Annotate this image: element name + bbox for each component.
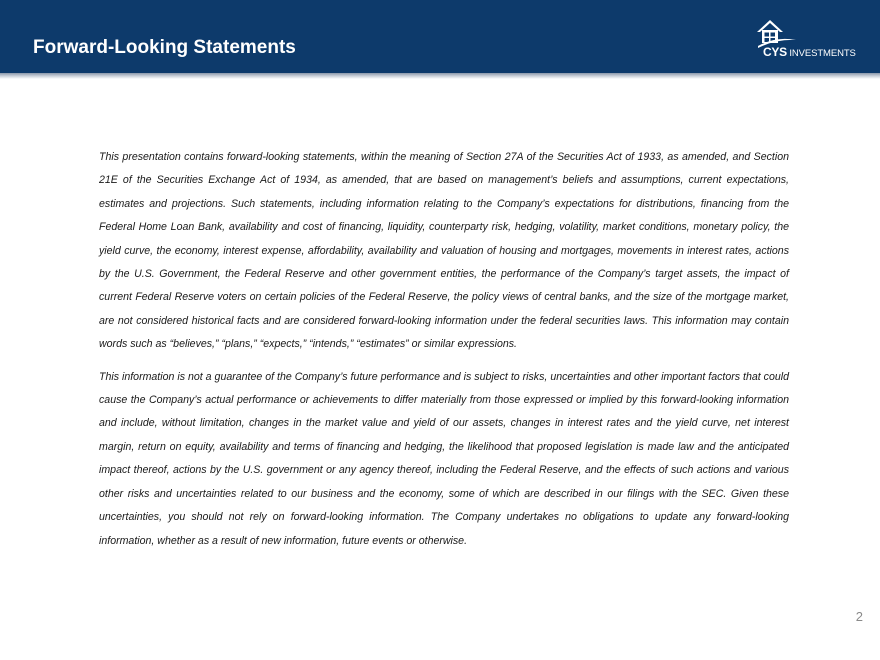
page-title: Forward-Looking Statements <box>33 37 296 58</box>
header-bar <box>0 0 880 73</box>
disclaimer-body <box>99 146 789 553</box>
header-divider <box>0 73 880 79</box>
logo-suffix: INVESTMENTS <box>786 48 856 59</box>
logo-brand: CYS <box>763 45 787 59</box>
paragraph-forward-looking: This presentation contains forward-looking statements, within the meaning of Section 27A of the Securities Act of 1933, as amended, and Section 21E of the Securities Exchange Act of 1934, as amended, that are based on management’s beliefs and assumptions, current expectations, estimates and projections. Such statements, including information relating to the Company’s expectations for distributions, financing from the Federal Home Loan Bank, availability and cost of financing, liquidity, counterparty risk, hedging, volatility, market conditions, monetary policy, the yield curve, the economy, interest expense, affordability, availability and valuation of housing and mortgages, movements in interest rates, actions by the U.S. Government, the Federal Reserve and other government entities, the performance of the Company’s target assets, the impact of current Federal Reserve voters on certain policies of the Federal Reserve, the policy views of central banks, and the size of the mortgage market, are not considered historical facts and are considered forward-looking information under the federal securities laws. This information may contain words such as “believes,” “plans,” “expects,” “intends,” “estimates” or similar expressions. <box>99 151 789 351</box>
page-number: 2 <box>855 609 863 624</box>
logo-text <box>763 46 856 60</box>
company-logo <box>752 17 864 62</box>
paragraph-risks: This information is not a guarantee of the Company’s future performance and is subject to risks, uncertainties and other important factors that could cause the Company’s actual performance or achievements to differ materially from those expressed or implied by this forward-looking information and include, without limitation, changes in the market value and yield of our assets, changes in interest rates and the yield curve, net interest margin, return on equity, availability and terms of financing and hedging, the likelihood that proposed legislation is made law and the anticipated impact thereof, actions by the U.S. government or any agency thereof, including the Federal Reserve, and the effects of such actions and various other risks and uncertainties related to our business and the economy, some of which are described in our filings with the SEC. Given these uncertainties, you should not rely on forward-looking information. The Company undertakes no obligations to update any forward-looking information, whether as a result of new information, future events or otherwise. <box>99 370 789 547</box>
